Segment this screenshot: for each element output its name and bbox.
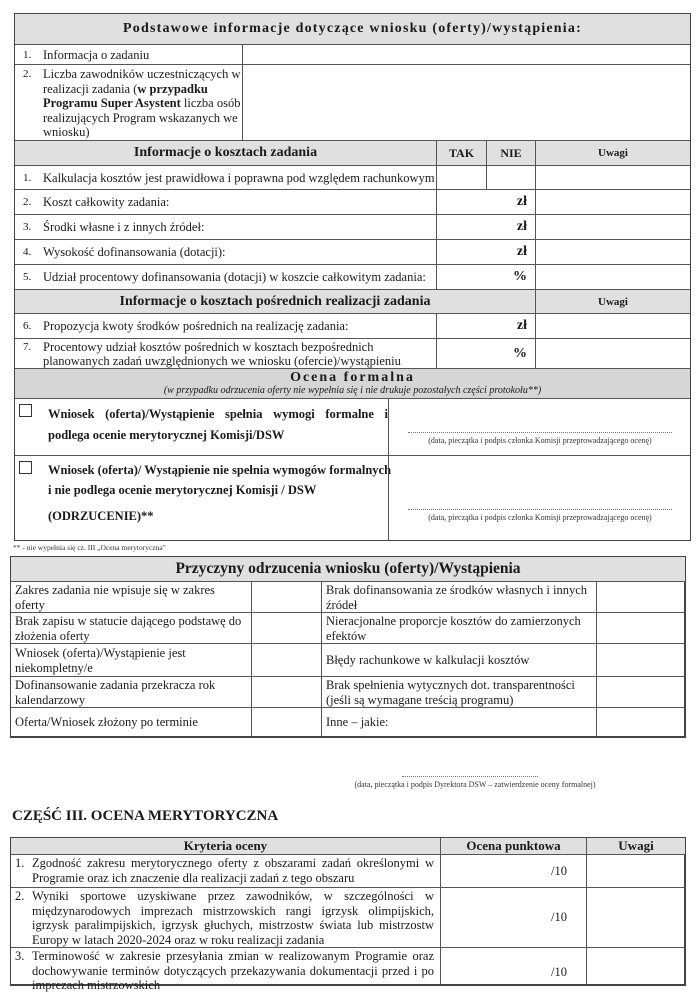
- reason-label: Dofinansowanie zadania przekracza rok kalendarzowy: [15, 678, 216, 707]
- reason-label: Wniosek (oferta)/Wystąpienie jest niekompletny/e: [15, 646, 186, 675]
- part3-title: CZĘŚĆ III. OCENA MERYTORYCZNA: [12, 808, 279, 824]
- row-number: 1.: [23, 49, 32, 61]
- tak-cell[interactable]: [436, 166, 486, 189]
- cost-row-4: [15, 240, 690, 265]
- col-notes: Uwagi: [586, 838, 685, 854]
- own-funds-input[interactable]: [436, 215, 535, 239]
- director-signature-line[interactable]: [402, 776, 538, 777]
- reject-option-extra: (ODRZUCENIE)**: [48, 509, 154, 523]
- reason-mark-cell[interactable]: [596, 708, 685, 736]
- col-criteria: Kryteria oceny: [183, 838, 268, 853]
- formal-eval-header: Ocena formalna: [290, 370, 415, 385]
- row-number: 2.: [23, 196, 32, 208]
- reason-mark-cell[interactable]: [251, 582, 322, 612]
- row-number: 1.: [15, 856, 25, 870]
- reason-mark-cell[interactable]: [596, 582, 685, 612]
- col-uwagi: Uwagi: [535, 290, 690, 313]
- uwagi-cell[interactable]: [535, 265, 690, 289]
- notes-input[interactable]: [586, 855, 685, 887]
- signature-caption: (data, pieczątka i podpis członka Komisji przeprowadzającego ocenę): [428, 513, 652, 522]
- costs-header: Informacje o kosztach zadania: [133, 145, 318, 160]
- reason-row: [11, 708, 685, 736]
- row-number: 5.: [23, 271, 32, 283]
- signature-caption: (data, pieczątka i podpis członka Komisji przeprowadzającego ocenę): [428, 436, 652, 445]
- row-label: Środki własne i z innych źródeł:: [43, 220, 205, 234]
- cost-row-2: [15, 190, 690, 215]
- participants-count-input[interactable]: [242, 65, 690, 140]
- uwagi-cell[interactable]: [535, 314, 690, 338]
- signature-line: [408, 509, 672, 510]
- reason-label: Inne – jakie:: [326, 715, 389, 729]
- uwagi-cell[interactable]: [535, 166, 690, 189]
- score-input[interactable]: [440, 888, 586, 947]
- row-number: 4.: [23, 246, 32, 258]
- merit-row-1: [11, 855, 685, 888]
- row-label: Kalkulacja kosztów jest prawidłowa i poprawna pod względem rachunkowym: [43, 171, 435, 185]
- signature-line: [408, 432, 672, 433]
- notes-input[interactable]: [586, 948, 685, 985]
- col-uwagi: Uwagi: [535, 141, 690, 165]
- score-input[interactable]: [440, 948, 586, 985]
- row-label: [43, 67, 241, 140]
- unit-label: %: [513, 269, 527, 284]
- reject-checkbox[interactable]: [19, 461, 32, 474]
- score-input[interactable]: [440, 855, 586, 887]
- reason-mark-cell[interactable]: [251, 613, 322, 643]
- criterion-label: Zgodność zakresu merytorycznego oferty z obszarami zadań określonymi w Programie oraz ich znaczenie dla realizacji zadań z tego obszaru: [32, 856, 434, 885]
- subsidy-percent-input[interactable]: [436, 265, 535, 289]
- info-row-2: [15, 65, 690, 141]
- reason-label: Brak spełnienia wytycznych dot. transparentności (jeśli są wymagane treścią programu): [326, 678, 575, 707]
- row-number: 3.: [23, 221, 32, 233]
- row-label: Informacja o zadaniu: [43, 48, 150, 62]
- score-max: /10: [551, 965, 567, 979]
- reason-label: Zakres zadania nie wpisuje się w zakres oferty: [15, 583, 215, 612]
- indirect-costs-header: Informacje o kosztach pośrednich realizacji zadania: [119, 293, 431, 309]
- formal-eval-header-row: [15, 369, 690, 399]
- reason-label: Oferta/Wniosek złożony po terminie: [15, 715, 198, 729]
- row-label: Wysokość dofinansowania (dotacji):: [43, 245, 226, 259]
- row-label: Propozycja kwoty środków pośrednich na realizację zadania:: [43, 319, 349, 333]
- reject-signature-area[interactable]: [388, 456, 690, 541]
- reason-mark-cell[interactable]: [596, 644, 685, 676]
- col-tak: TAK: [436, 141, 486, 165]
- indirect-costs-header-row: [15, 290, 690, 314]
- basic-info-title: Podstawowe informacje dotyczące wniosku (oferty)/wystąpienia:: [123, 21, 582, 36]
- basic-info-header: [15, 14, 690, 45]
- label-part: Liczba zawodników uczestniczących w realizacji zadania (: [43, 67, 241, 96]
- nie-cell[interactable]: [486, 166, 535, 189]
- merit-eval-table: [10, 837, 686, 992]
- reason-row: [11, 613, 685, 644]
- pass-signature-area[interactable]: [388, 399, 690, 455]
- uwagi-cell[interactable]: [535, 240, 690, 264]
- reason-row: [11, 582, 685, 613]
- col-nie: NIE: [486, 141, 535, 165]
- pass-checkbox[interactable]: [19, 404, 32, 417]
- notes-input[interactable]: [586, 888, 685, 947]
- subsidy-amount-input[interactable]: [436, 240, 535, 264]
- pass-option-label: Wniosek (oferta)/Wystąpienie spełnia wymogi formalne i podlega ocenie merytorycznej Komisji/DSW: [48, 407, 388, 442]
- reason-label: Nieracjonalne proporcje kosztów do zamierzonych efektów: [326, 614, 581, 643]
- row-number: 6.: [23, 320, 32, 332]
- reason-row: [11, 644, 685, 677]
- merit-header-row: [11, 838, 685, 855]
- rejection-reasons-table: [10, 556, 686, 738]
- reason-row: [11, 677, 685, 708]
- unit-label: zł: [516, 244, 527, 259]
- reason-mark-cell[interactable]: [596, 613, 685, 643]
- col-score: Ocena punktowa: [440, 838, 586, 854]
- row-label: Procentowy udział kosztów pośrednich w kosztach bezpośrednich planowanych zadań uwzględnionych we wniosku (ofercie)/wystąpieniu: [43, 340, 401, 368]
- reason-label: Błędy rachunkowe w kalkulacji kosztów: [326, 653, 530, 667]
- uwagi-cell[interactable]: [535, 215, 690, 239]
- cost-row-3: [15, 215, 690, 240]
- unit-label: zł: [516, 194, 527, 209]
- unit-label: zł: [516, 318, 527, 333]
- indirect-row-6: [15, 314, 690, 339]
- unit-label: zł: [516, 219, 527, 234]
- merit-row-2: [11, 888, 685, 948]
- formal-eval-subheader: (w przypadku odrzucenia oferty nie wypełnia się i nie drukuje pozostałych części protokołu**): [163, 385, 542, 396]
- reason-label: Brak dofinansowania ze środków własnych i innych źródeł: [326, 583, 588, 612]
- cost-row-1: [15, 166, 690, 190]
- unit-label: %: [513, 346, 527, 361]
- row-number: 2.: [15, 889, 25, 903]
- row-number: 2.: [23, 68, 32, 80]
- row-label: Koszt całkowity zadania:: [43, 195, 170, 209]
- criterion-label: Terminowość w zakresie przesyłania zmian w realizowanym Programie oraz dochowywanie terminów dotyczących przekazywania dokumentacji przed i po imprezach mistrzowskich: [32, 949, 434, 992]
- row-number: 1.: [23, 172, 32, 184]
- reason-mark-cell[interactable]: [251, 708, 322, 736]
- cost-row-5: [15, 265, 690, 290]
- merit-row-3: [11, 948, 685, 992]
- score-max: /10: [551, 864, 567, 878]
- reason-mark-cell[interactable]: [251, 677, 322, 707]
- total-cost-input[interactable]: [436, 190, 535, 214]
- score-max: /10: [551, 910, 567, 924]
- indirect-amount-input[interactable]: [436, 314, 535, 338]
- director-signature-caption: (data, pieczątka i podpis Dyrektora DSW – zatwierdzenie oceny formalnej): [354, 780, 596, 789]
- label-part-bold: w przypadku Programu Super Asystent: [43, 81, 208, 110]
- info-task-input[interactable]: [242, 45, 690, 64]
- indirect-row-7: [15, 339, 690, 369]
- reason-label: Brak zapisu w statucie dającego podstawę do złożenia oferty: [15, 614, 242, 643]
- formal-option-reject: [15, 456, 690, 541]
- costs-header-row: [15, 141, 690, 166]
- indirect-percent-input[interactable]: [436, 339, 535, 368]
- uwagi-cell[interactable]: [535, 190, 690, 214]
- rejection-reasons-header: Przyczyny odrzucenia wniosku (oferty)/Wystąpienia: [11, 557, 685, 582]
- reason-mark-cell[interactable]: [251, 644, 322, 676]
- row-number: 3.: [15, 949, 25, 963]
- footnote: ** - nie wypełnia się cz. III „Ocena merytoryczna": [13, 543, 166, 552]
- row-label: Udział procentowy dofinansowania (dotacji) w koszcie całkowitym zadania:: [43, 270, 426, 284]
- uwagi-cell[interactable]: [535, 339, 690, 368]
- criterion-label: Wyniki sportowe uzyskiwane przez zawodników, w szczególności w międzynarodowych imprezach mistrzowskich rangi igrzysk olimpijskich, igrzysk paralimpijskich, igrzysk głuchych, mistrzostw świata lub mistrzostw Europy w latach 2020-2024 oraz w roku realizacji zadania: [32, 889, 434, 947]
- label-part: liczba osób realizujących Program wskazanych we wniosku): [43, 96, 241, 139]
- info-row-1: [15, 45, 690, 65]
- reject-option-label: Wniosek (oferta)/ Wystąpienie nie spełnia wymogów formalnych i nie podlega ocenie merytorycznej Komisji / DSW: [48, 463, 392, 497]
- reason-mark-cell[interactable]: [596, 677, 685, 707]
- formal-option-pass: [15, 399, 690, 456]
- row-number: 7.: [23, 341, 32, 353]
